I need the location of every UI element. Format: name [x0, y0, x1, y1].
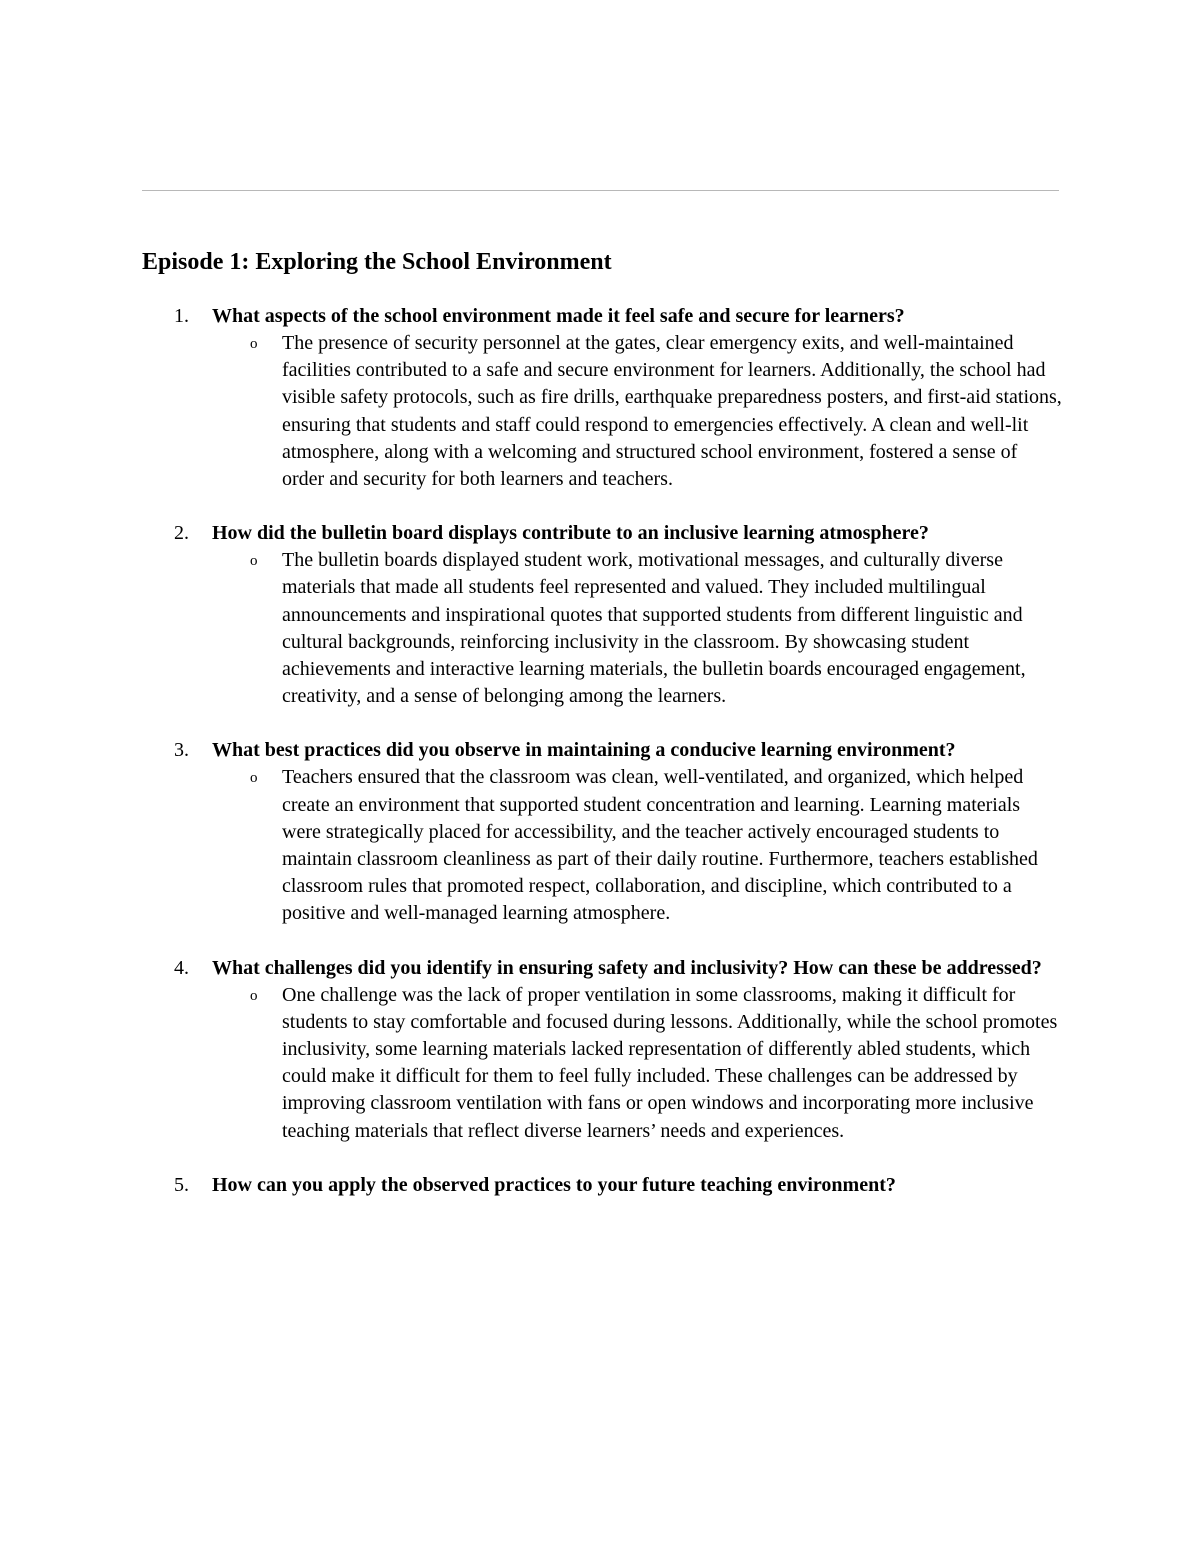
question-text: What challenges did you identify in ensuring safety and inclusivity? How can these be addressed?: [212, 956, 1042, 979]
answer-body: The bulletin boards displayed student work, motivational messages, and culturally diverse materials that made all students feel represented and valued. They included multilingual announcements and inspirational quotes that supported students from different linguistic and cultural backgrounds, reinforcing inclusivity in the classroom. By showcasing student achievements and interactive learning materials, the bulletin boards encouraged engagement, creativity, and a sense of belonging among the learners.: [282, 549, 1026, 708]
answer-list: [212, 764, 1062, 927]
question-number: 2.: [174, 522, 189, 545]
page-title: Episode 1: Exploring the School Environment: [142, 249, 612, 275]
question-text: How did the bulletin board displays contribute to an inclusive learning atmosphere?: [212, 522, 929, 545]
answer-body: The presence of security personnel at the gates, clear emergency exits, and well-maintained facilities contributed to a safe and secure environment for learners. Additionally, the school had visible safety protocols, such as fire drills, earthquake preparedness posters, and first-aid stations, ensuring that students and staff could respond to emergencies effectively. A clean and well-lit atmosphere, along with a welcoming and structured school environment, fostered a sense of order and security for both learners and teachers.: [282, 332, 1062, 491]
bullet-icon: o: [250, 987, 258, 1004]
question-item-4: [142, 955, 1062, 1145]
answer-body: One challenge was the lack of proper ventilation in some classrooms, making it difficult for students to stay comfortable and focused during lessons. Additionally, while the school promotes inclusivity, some learning materials lacked representation of differently abled students, which could make it difficult for them to feel fully included. These challenges can be addressed by improving classroom ventilation with fans or open windows and incorporating more inclusive teaching materials that reflect diverse learners’ needs and experiences.: [282, 983, 1058, 1142]
question-number: 5.: [174, 1173, 189, 1196]
answer-body: Teachers ensured that the classroom was clean, well-ventilated, and organized, which helped create an environment that supported student concentration and learning. Learning materials were strategically placed for accessibility, and the teacher actively encouraged students to maintain classroom cleanliness as part of their daily routine. Furthermore, teachers established classroom rules that promoted respect, collaboration, and discipline, which contributed to a positive and well-managed learning atmosphere.: [282, 766, 1038, 925]
question-item-5: [142, 1172, 1062, 1199]
question-number: 3.: [174, 739, 189, 762]
bullet-icon: o: [250, 336, 258, 352]
answer-text: [212, 547, 1062, 710]
answer-text: [212, 982, 1062, 1145]
question-item-1: [142, 303, 1062, 493]
bullet-icon: o: [250, 553, 258, 570]
question-item-3: [142, 737, 1062, 927]
answer-text: [212, 764, 1062, 927]
bullet-icon: o: [250, 770, 258, 787]
question-number: 1.: [174, 305, 189, 327]
answer-list: [212, 547, 1062, 710]
question-text: What best practices did you observe in maintaining a conducive learning environment?: [212, 739, 956, 762]
question-list: [142, 303, 1062, 1226]
header-divider: [142, 190, 1059, 191]
question-text: How can you apply the observed practices to your future teaching environment?: [212, 1173, 896, 1196]
question-text: What aspects of the school environment made it feel safe and secure for learners?: [212, 305, 905, 327]
question-item-2: [142, 520, 1062, 710]
answer-list: [212, 982, 1062, 1145]
answer-text: [212, 330, 1062, 493]
answer-list: [212, 330, 1062, 493]
question-number: 4.: [174, 956, 189, 979]
